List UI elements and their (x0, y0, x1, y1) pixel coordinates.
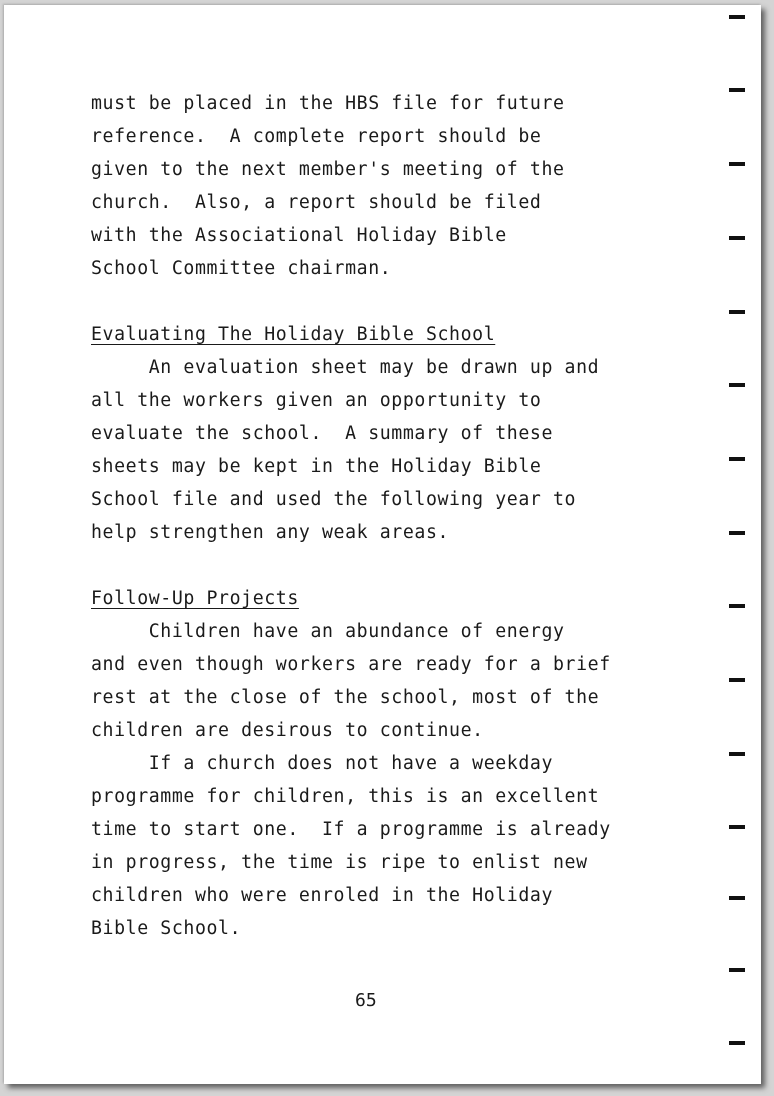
text-line: time to start one. If a programme is already (91, 819, 611, 840)
text-line: children are desirous to continue. (91, 720, 484, 741)
document-body (91, 87, 611, 939)
page-number: 65 (355, 990, 377, 1011)
binding-mark (729, 825, 745, 829)
text-line: children who were enroled in the Holiday (91, 885, 553, 906)
text-line: An evaluation sheet may be drawn up and (91, 357, 600, 378)
binding-mark (729, 1041, 745, 1045)
text-line: given to the next member's meeting of the (91, 159, 565, 180)
binding-mark (729, 896, 745, 900)
text-line: evaluate the school. A summary of these (91, 423, 553, 444)
section-heading-evaluating: Evaluating The Holiday Bible School (91, 324, 496, 345)
section-heading-follow-up: Follow-Up Projects (91, 588, 299, 609)
text-line: must be placed in the HBS file for future (91, 93, 565, 114)
text-line: help strengthen any weak areas. (91, 522, 450, 543)
binding-mark (729, 457, 745, 461)
document-page (4, 5, 761, 1084)
binding-mark (729, 15, 745, 19)
text-line: church. Also, a report should be filed (91, 192, 542, 213)
text-line: Children have an abundance of energy (91, 621, 565, 642)
text-line: School file and used the following year to (91, 489, 577, 510)
binding-mark (729, 88, 745, 92)
binding-mark (729, 752, 745, 756)
text-line: and even though workers are ready for a brief (91, 654, 611, 675)
text-line: sheets may be kept in the Holiday Bible (91, 456, 542, 477)
text-line: If a church does not have a weekday (91, 753, 553, 774)
binding-mark (729, 604, 745, 608)
binding-mark (729, 383, 745, 387)
binding-mark (729, 968, 745, 972)
text-line: reference. A complete report should be (91, 126, 542, 147)
text-line: rest at the close of the school, most of the (91, 687, 600, 708)
binding-mark (729, 531, 745, 535)
text-line: School Committee chairman. (91, 258, 392, 279)
text-line: Bible School. (91, 918, 242, 939)
binding-mark (729, 162, 745, 166)
binding-mark (729, 310, 745, 314)
text-line: in progress, the time is ripe to enlist new (91, 852, 588, 873)
text-line: all the workers given an opportunity to (91, 390, 542, 411)
binding-mark (729, 678, 745, 682)
binding-mark (729, 236, 745, 240)
text-line: programme for children, this is an excellent (91, 786, 600, 807)
text-line: with the Associational Holiday Bible (91, 225, 507, 246)
